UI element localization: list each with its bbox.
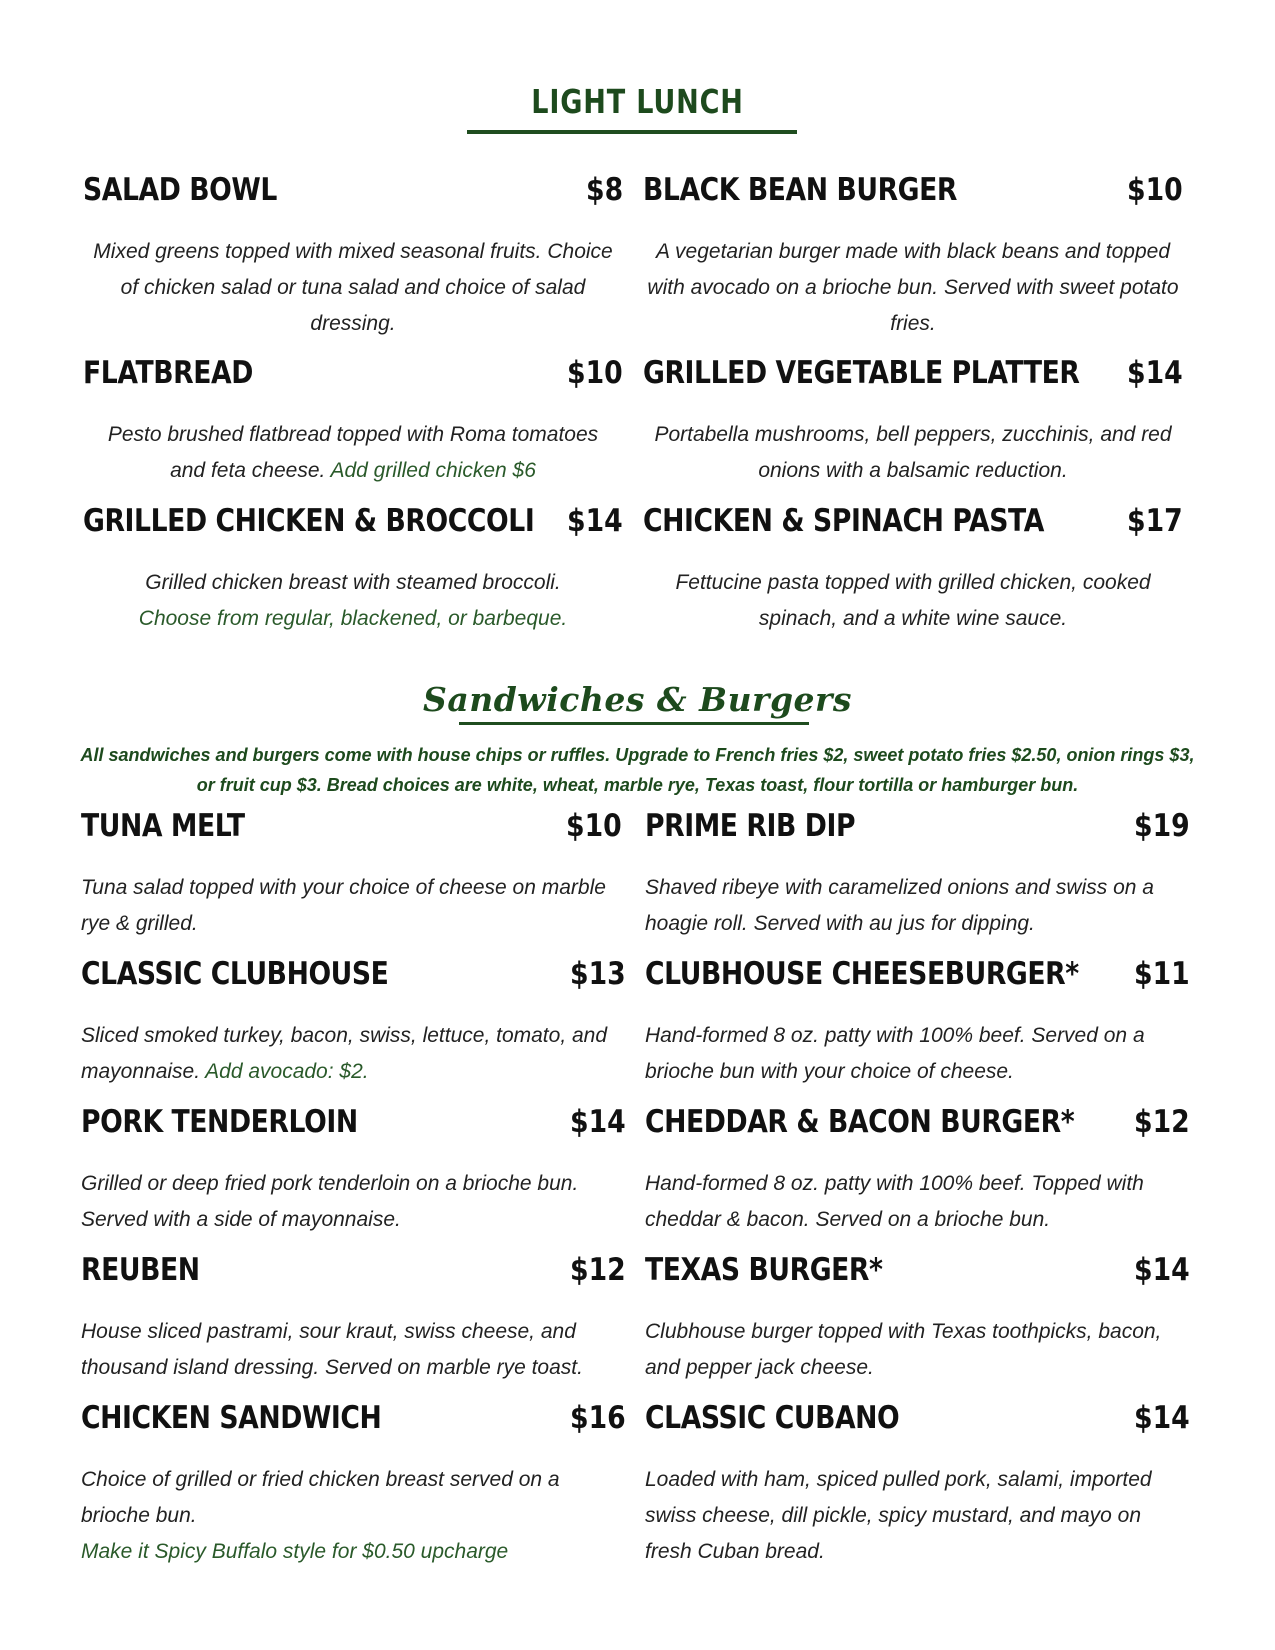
item-price: $16: [570, 1400, 626, 1436]
item-description: [645, 1314, 1165, 1386]
item-description-text: Mixed greens topped with mixed seasonal fruits. Choice of chicken salad or tuna salad and choice of salad dressing.: [93, 240, 613, 335]
item-name: REUBEN: [81, 1252, 200, 1288]
item-description: [645, 1166, 1165, 1238]
item-price: $10: [566, 808, 622, 844]
item-name: SALAD BOWL: [83, 172, 277, 208]
item-description: [645, 1462, 1165, 1570]
item-price: $14: [567, 503, 623, 539]
item-description: [83, 234, 623, 342]
item-description-text: Portabella mushrooms, bell peppers, zucchinis, and red onions with a balsamic reduction.: [654, 423, 1172, 482]
item-name: PORK TENDERLOIN: [81, 1104, 358, 1140]
item-name: CLASSIC CUBANO: [645, 1400, 900, 1436]
item-description: [643, 234, 1183, 342]
item-description-text: Fettucine pasta topped with grilled chicken, cooked spinach, and a white wine sauce.: [675, 571, 1151, 630]
item-name: CHICKEN & SPINACH PASTA: [643, 503, 1044, 539]
item-name: TEXAS BURGER*: [645, 1252, 883, 1288]
item-description-text: Grilled chicken breast with steamed broccoli.: [145, 571, 561, 594]
item-description-text: Sliced smoked turkey, bacon, swiss, lettuce, tomato, and mayonnaise.: [81, 1024, 608, 1083]
item-description-text: Clubhouse burger topped with Texas toothpicks, bacon, and pepper jack cheese.: [645, 1320, 1162, 1379]
item-description-text: Shaved ribeye with caramelized onions and swiss on a hoagie roll. Served with au jus for dipping.: [645, 876, 1154, 935]
item-description-text: A vegetarian burger made with black beans and topped with avocado on a brioche bun. Served with sweet potato fries.: [647, 240, 1179, 335]
item-addon-text: Make it Spicy Buffalo style for $0.50 upcharge: [81, 1540, 509, 1563]
item-name: CLUBHOUSE CHEESEBURGER*: [645, 956, 1079, 992]
item-description-text: Pesto brushed flatbread topped with Roma tomatoes and feta cheese.: [107, 423, 599, 482]
item-description: [83, 565, 623, 637]
item-name: BLACK BEAN BURGER: [643, 172, 958, 208]
item-description: [645, 870, 1190, 942]
item-name: GRILLED VEGETABLE PLATTER: [643, 355, 1080, 391]
item-description: [643, 417, 1183, 489]
item-addon-text: Add avocado: $2.: [205, 1060, 369, 1083]
item-description-text: House sliced pastrami, sour kraut, swiss cheese, and thousand island dressing. Served on marble rye toast.: [81, 1320, 583, 1379]
item-price: $12: [570, 1252, 626, 1288]
item-description: [81, 1018, 626, 1090]
item-description-text: Loaded with ham, spiced pulled pork, salami, imported swiss cheese, dill pickle, spicy mustard, and mayo on fresh Cuban bread.: [645, 1468, 1152, 1563]
item-price: $17: [1127, 503, 1183, 539]
item-price: $13: [570, 956, 626, 992]
item-price: $14: [1127, 355, 1183, 391]
item-price: $12: [1134, 1104, 1190, 1140]
sandwiches-title: Sandwiches & Burgers: [423, 680, 852, 719]
item-name: FLATBREAD: [83, 355, 253, 391]
item-description: [103, 417, 603, 489]
item-price: $10: [567, 355, 623, 391]
item-description-text: Hand-formed 8 oz. patty with 100% beef. Served on a brioche bun with your choice of cheese.: [645, 1024, 1145, 1083]
item-price: $11: [1134, 956, 1190, 992]
item-addon-text: Add grilled chicken $6: [330, 459, 536, 482]
sandwiches-note: All sandwiches and burgers come with house chips or ruffles. Upgrade to French fries $2, sweet potato fries $2.50, onion rings $3, or fruit cup $3. Bread choices are white, wheat, marble rye, Texas toast, flour tortilla or hamburger bun.: [80, 745, 1195, 795]
item-description: [81, 1166, 626, 1238]
item-description: [81, 1314, 626, 1386]
item-description-text: Hand-formed 8 oz. patty with 100% beef. Topped with cheddar & bacon. Served on a brioche bun.: [645, 1172, 1144, 1231]
item-price: $14: [1134, 1400, 1190, 1436]
item-name: CLASSIC CLUBHOUSE: [81, 956, 389, 992]
item-description-text: Tuna salad topped with your choice of cheese on marble rye & grilled.: [81, 876, 606, 935]
item-price: $10: [1127, 172, 1183, 208]
item-name: CHEDDAR & BACON BURGER*: [645, 1104, 1075, 1140]
item-description-text: Grilled or deep fried pork tenderloin on a brioche bun. Served with a side of mayonnaise.: [81, 1172, 579, 1231]
light-lunch-title: LIGHT LUNCH: [531, 82, 744, 121]
sandwiches-underline: [459, 722, 809, 725]
item-name: CHICKEN SANDWICH: [81, 1400, 382, 1436]
item-description: [81, 870, 626, 942]
item-name: PRIME RIB DIP: [645, 808, 856, 844]
item-name: TUNA MELT: [81, 808, 245, 844]
item-name: GRILLED CHICKEN & BROCCOLI: [83, 503, 535, 539]
item-description: [643, 565, 1183, 637]
item-description-text: Choice of grilled or fried chicken breast served on a brioche bun.: [81, 1468, 560, 1527]
item-price: $14: [570, 1104, 626, 1140]
item-addon-text: Choose from regular, blackened, or barbeque.: [138, 607, 568, 630]
item-price: $8: [585, 172, 623, 208]
item-price: $14: [1134, 1252, 1190, 1288]
item-description: [81, 1462, 601, 1570]
item-price: $19: [1134, 808, 1190, 844]
light-lunch-underline: [467, 130, 797, 134]
item-description: [645, 1018, 1190, 1090]
